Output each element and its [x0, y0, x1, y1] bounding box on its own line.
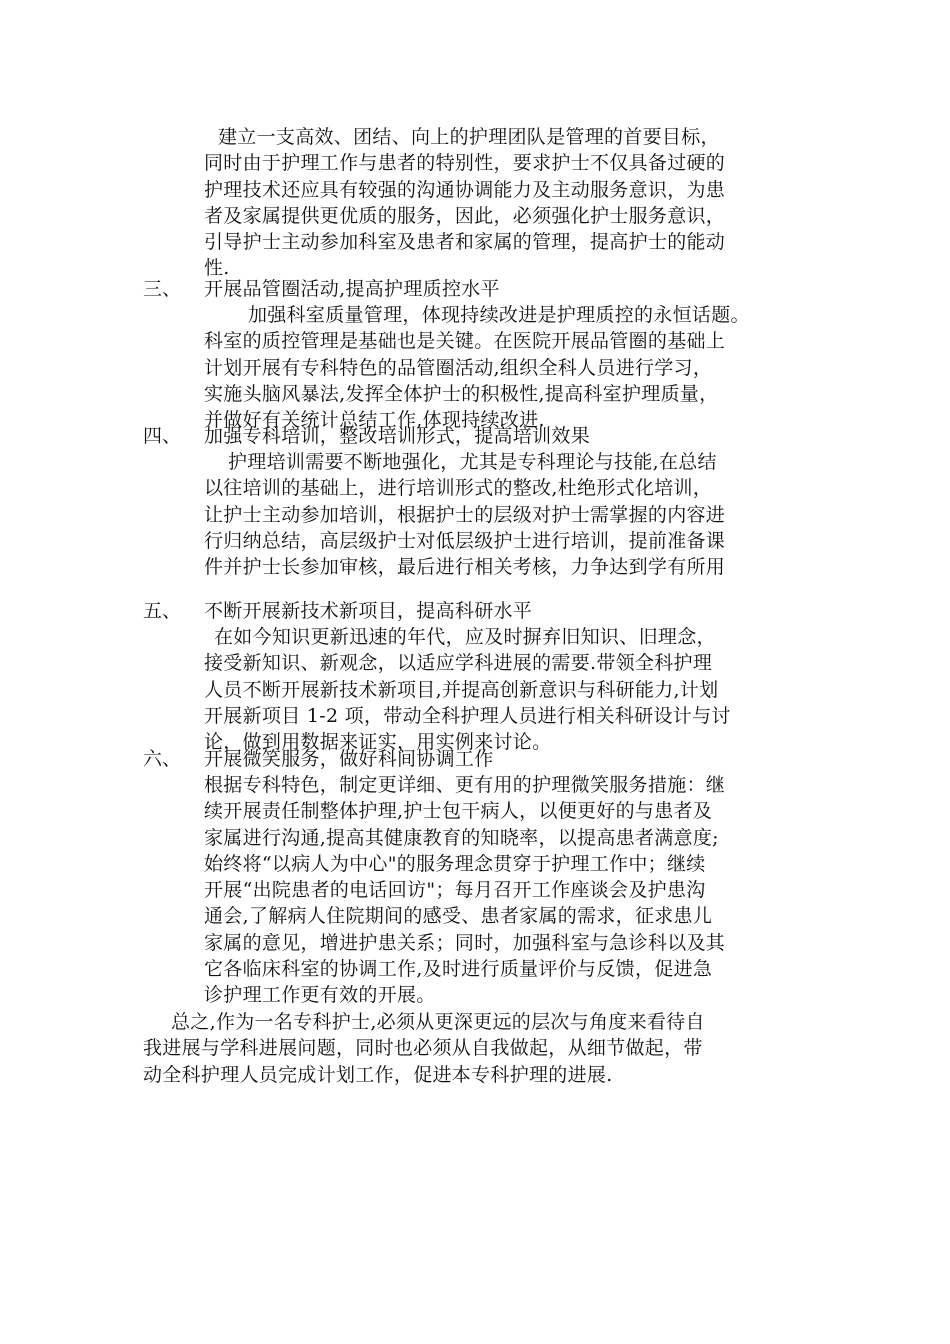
- section-line: 开展新项目 1-2 项，带动全科护理人员进行相关科研设计与讨: [204, 704, 731, 727]
- section-body: [204, 624, 731, 755]
- section-title: 不断开展新技术新项目，提高科研水平: [204, 600, 533, 622]
- section-line: 人员不断开展新技术新项目,并提高创新意识与科研能力,计划: [204, 678, 719, 701]
- section-title: 开展品管圈活动,提高护理质控水平: [204, 278, 500, 300]
- section-line: 在如今知识更新迅速的年代，应及时摒弃旧知识、旧理念，: [214, 626, 716, 648]
- section-line: 护理培训需要不断地强化，尤其是专科理论与技能,在总结: [228, 451, 717, 473]
- section-line: 论，做到用数据来证实，用实例来讨论。: [204, 731, 552, 754]
- section-line: 家属进行沟通,提高其健康教育的知晓率，以提高患者满意度;: [204, 826, 719, 849]
- section-line: 实施头脑风暴法,发挥全体护士的积极性,提高科室护理质量，: [204, 382, 719, 405]
- section-number: 四、: [143, 425, 182, 447]
- section-line: 通会,了解病人住院期间的感受、患者家属的需求，征求患儿: [204, 905, 713, 928]
- intro-line: 同时由于护理工作与患者的特别性，要求护士不仅具备过硬的: [204, 152, 726, 175]
- section-line: 科室的质控管理是基础也是关键。在医院开展品管圈的基础上: [204, 330, 726, 353]
- section-line: 诊护理工作更有效的开展。: [204, 984, 436, 1007]
- section-line: 加强科室质量管理，体现持续改进是护理质控的永恒话题。: [248, 304, 750, 326]
- section-line: 根据专科特色，制定更详细、更有用的护理微笑服务措施：继: [204, 774, 726, 796]
- conclusion-line: 我进展与学科进展问题，同时也必须从自我做起，从细节做起，带: [143, 1037, 703, 1060]
- section-line: 以往培训的基础上，进行培训形式的整改,杜绝形式化培训，: [204, 477, 713, 500]
- conclusion-line: 总之,作为一名专科护士,必须从更深更远的层次与角度来看待自: [171, 1011, 705, 1033]
- intro-line: 性.: [204, 257, 230, 280]
- section-line: 家属的意见，增进护患关系；同时，加强科室与急诊科以及其: [204, 931, 726, 954]
- section-line: 续开展责任制整体护理,护士包干病人，以便更好的与患者及: [204, 800, 713, 823]
- section-number: 五、: [143, 600, 182, 622]
- section-line: 并做好有关统计总结工作,体现持续改进.: [204, 409, 545, 432]
- section-body: [204, 449, 725, 580]
- section-line: 让护士主动参加培训，根据护士的层级对护士需掌握的内容进: [204, 503, 726, 526]
- section-title: 开展微笑服务，做好科间协调工作: [204, 748, 494, 770]
- conclusion-paragraph: [143, 1009, 705, 1088]
- section-body: [204, 302, 750, 433]
- section-line: 开展“出院患者的电话回访"；每月召开工作座谈会及护患沟: [204, 879, 706, 902]
- section-line: 接受新知识、新观念，以适应学科进展的需要.带领全科护理: [204, 652, 713, 675]
- section-title: 加强专科培训，整改培训形式，提高培训效果: [204, 425, 591, 447]
- conclusion-line: 动全科护理人员完成计划工作，促进本专科护理的进展.: [143, 1063, 613, 1086]
- section-line: 行归纳总结，高层级护士对低层级护士进行培训，提前准备课: [204, 529, 726, 552]
- intro-line: 引导护士主动参加科室及患者和家属的管理，提高护士的能动: [204, 231, 726, 254]
- section-number: 六、: [143, 748, 182, 770]
- section-line: 它各临床科室的协调工作,及时进行质量评价与反馈，促进急: [204, 958, 713, 981]
- intro-line: 护理技术还应具有较强的沟通协调能力及主动服务意识，为患: [204, 178, 726, 201]
- section-number: 三、: [143, 278, 182, 300]
- section-line: 始终将“以病人为中心"的服务理念贯穿于护理工作中；继续: [204, 852, 706, 875]
- intro-paragraph: [204, 124, 725, 282]
- intro-line: 建立一支高效、团结、向上的护理团队是管理的首要目标，: [218, 126, 720, 148]
- intro-line: 者及家属提供更优质的服务，因此，必须强化护士服务意识，: [204, 204, 726, 227]
- section-line: 计划开展有专科特色的品管圈活动,组织全科人员进行学习，: [204, 356, 713, 379]
- section-line: 件并护士长参加审核，最后进行相关考核，力争达到学有所用: [204, 556, 726, 579]
- section-body: [204, 772, 725, 1009]
